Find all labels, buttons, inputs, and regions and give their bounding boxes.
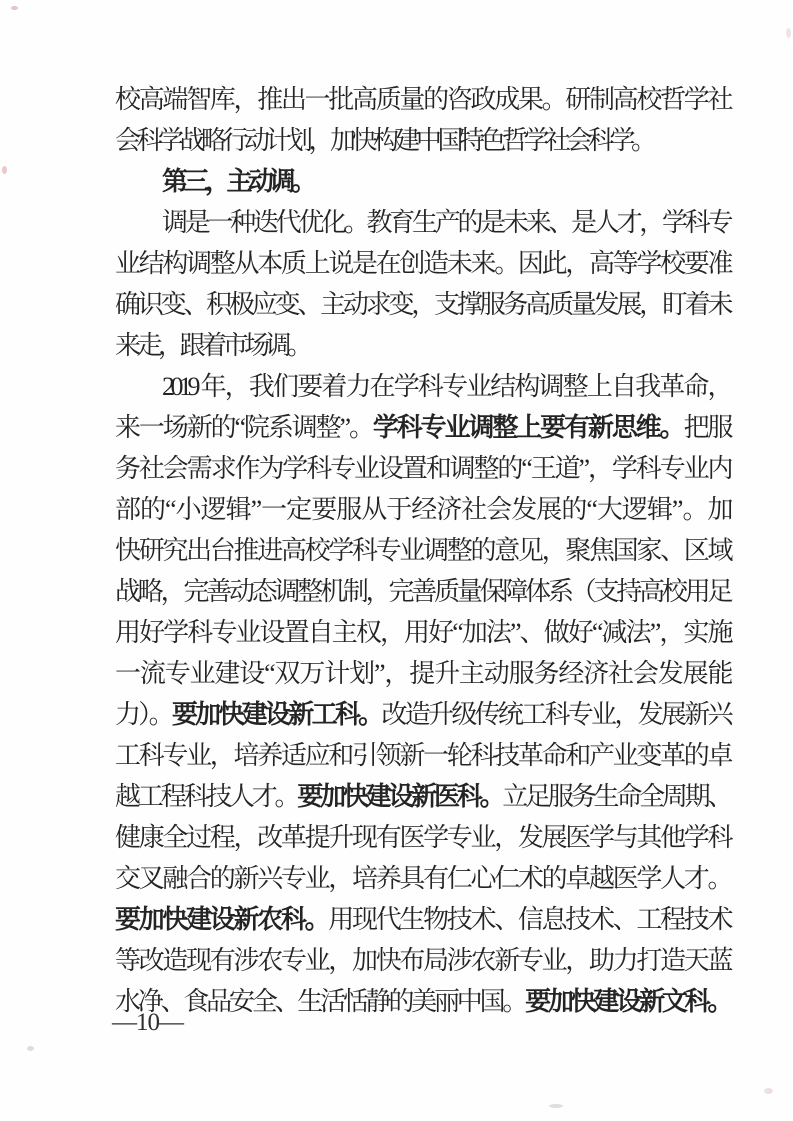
text-line: [115, 899, 729, 940]
text-run: 业结构调整从本质上说是在创造未来。因此，高等学校要准: [115, 249, 729, 278]
section-heading: [115, 161, 729, 202]
text-line: [115, 981, 729, 1022]
emphasis-run: 学科专业调整上要有新思维。: [372, 413, 684, 442]
text-run: 确识变、积极应变、主动求变，支撑服务高质量发展，盯着未: [115, 290, 729, 319]
text-run: 力）。: [115, 700, 172, 729]
text-run: 改造升级传统工科专业，发展新兴: [381, 700, 729, 729]
text-line: [115, 407, 729, 448]
emphasis-run: 要加快建设新农科。: [115, 905, 329, 934]
text-line: [115, 776, 729, 817]
text-line: [115, 325, 729, 366]
text-line: [115, 366, 729, 407]
emphasis-run: 要加快建设新文科。: [525, 987, 729, 1016]
scan-speckle: [549, 1104, 563, 1108]
text-run: 等改造现有涉农专业，加快布局涉农新专业，助力打造天蓝: [115, 946, 729, 975]
text-run: 快研究出台推进高校学科专业调整的意见，聚焦国家、区域: [115, 536, 729, 565]
scan-speckle: [11, 6, 18, 10]
scan-speckle: [764, 1088, 773, 1094]
text-run: 来走，跟着市场调。: [115, 331, 309, 360]
text-line: [115, 202, 729, 243]
text-run: 战略，完善动态调整机制，完善质量保障体系（支持高校用足: [115, 577, 729, 606]
text-line: [115, 653, 729, 694]
scan-speckle: [786, 28, 791, 38]
text-line: [115, 489, 729, 530]
text-line: [115, 612, 729, 653]
text-line: [115, 858, 729, 899]
text-run: 用现代生物技术、信息技术、工程技术: [328, 905, 729, 934]
text-run: 立足服务生命全周期、: [502, 782, 729, 811]
text-line: [115, 940, 729, 981]
text-line: [115, 448, 729, 489]
text-run: 2019 年，我们要着力在学科专业结构调整上自我革命，: [162, 372, 729, 401]
page-number: —10—: [112, 1009, 183, 1036]
text-run: 第三，主动调。: [162, 167, 313, 196]
text-line: [115, 817, 729, 858]
text-run: 来一场新的“院系调整”。: [115, 413, 373, 442]
text-run: 调是一种迭代优化。教育生产的是未来、是人才，学科专: [162, 208, 729, 237]
text-line: [115, 284, 729, 325]
text-line: [115, 571, 729, 612]
text-line: [115, 243, 729, 284]
text-run: 越工程科技人才。: [115, 782, 298, 811]
text-run: 一流专业建设“双万计划”，提升主动服务经济社会发展能: [115, 659, 729, 688]
text-run: 用好学科专业设置自主权，用好“加法”、做好“减法”，实施: [115, 618, 729, 647]
text-line: [115, 530, 729, 571]
text-line: [115, 694, 729, 735]
text-run: 工科专业，培养适应和引领新一轮科技革命和产业变革的卓: [115, 741, 729, 770]
text-line: [115, 120, 729, 161]
text-line: [115, 735, 729, 776]
text-run: 部的“小逻辑”一定要服从于经济社会发展的“大逻辑”。加: [115, 495, 729, 524]
text-run: 把服: [683, 413, 729, 442]
text-run: 健康全过程，改革提升现有医学专业，发展医学与其他学科: [115, 823, 729, 852]
text-line: [115, 79, 729, 120]
text-run: 务社会需求作为学科专业设置和调整的“王道”，学科专业内: [115, 454, 729, 483]
emphasis-run: 要加快建设新工科。: [171, 700, 382, 729]
text-run: 交叉融合的新兴专业，培养具有仁心仁术的卓越医学人才。: [115, 864, 729, 893]
emphasis-run: 要加快建设新医科。: [297, 782, 503, 811]
text-run: 会科学战略行动计划，加快构建中国特色哲学社会科学。: [115, 126, 653, 155]
text-run: 水净、食品安全、生活恬静的美丽中国。: [115, 987, 526, 1016]
text-run: 校高端智库，推出一批高质量的咨政成果。研制高校哲学社: [115, 85, 729, 114]
scan-speckle: [2, 166, 7, 174]
scan-speckle: [27, 1046, 34, 1051]
